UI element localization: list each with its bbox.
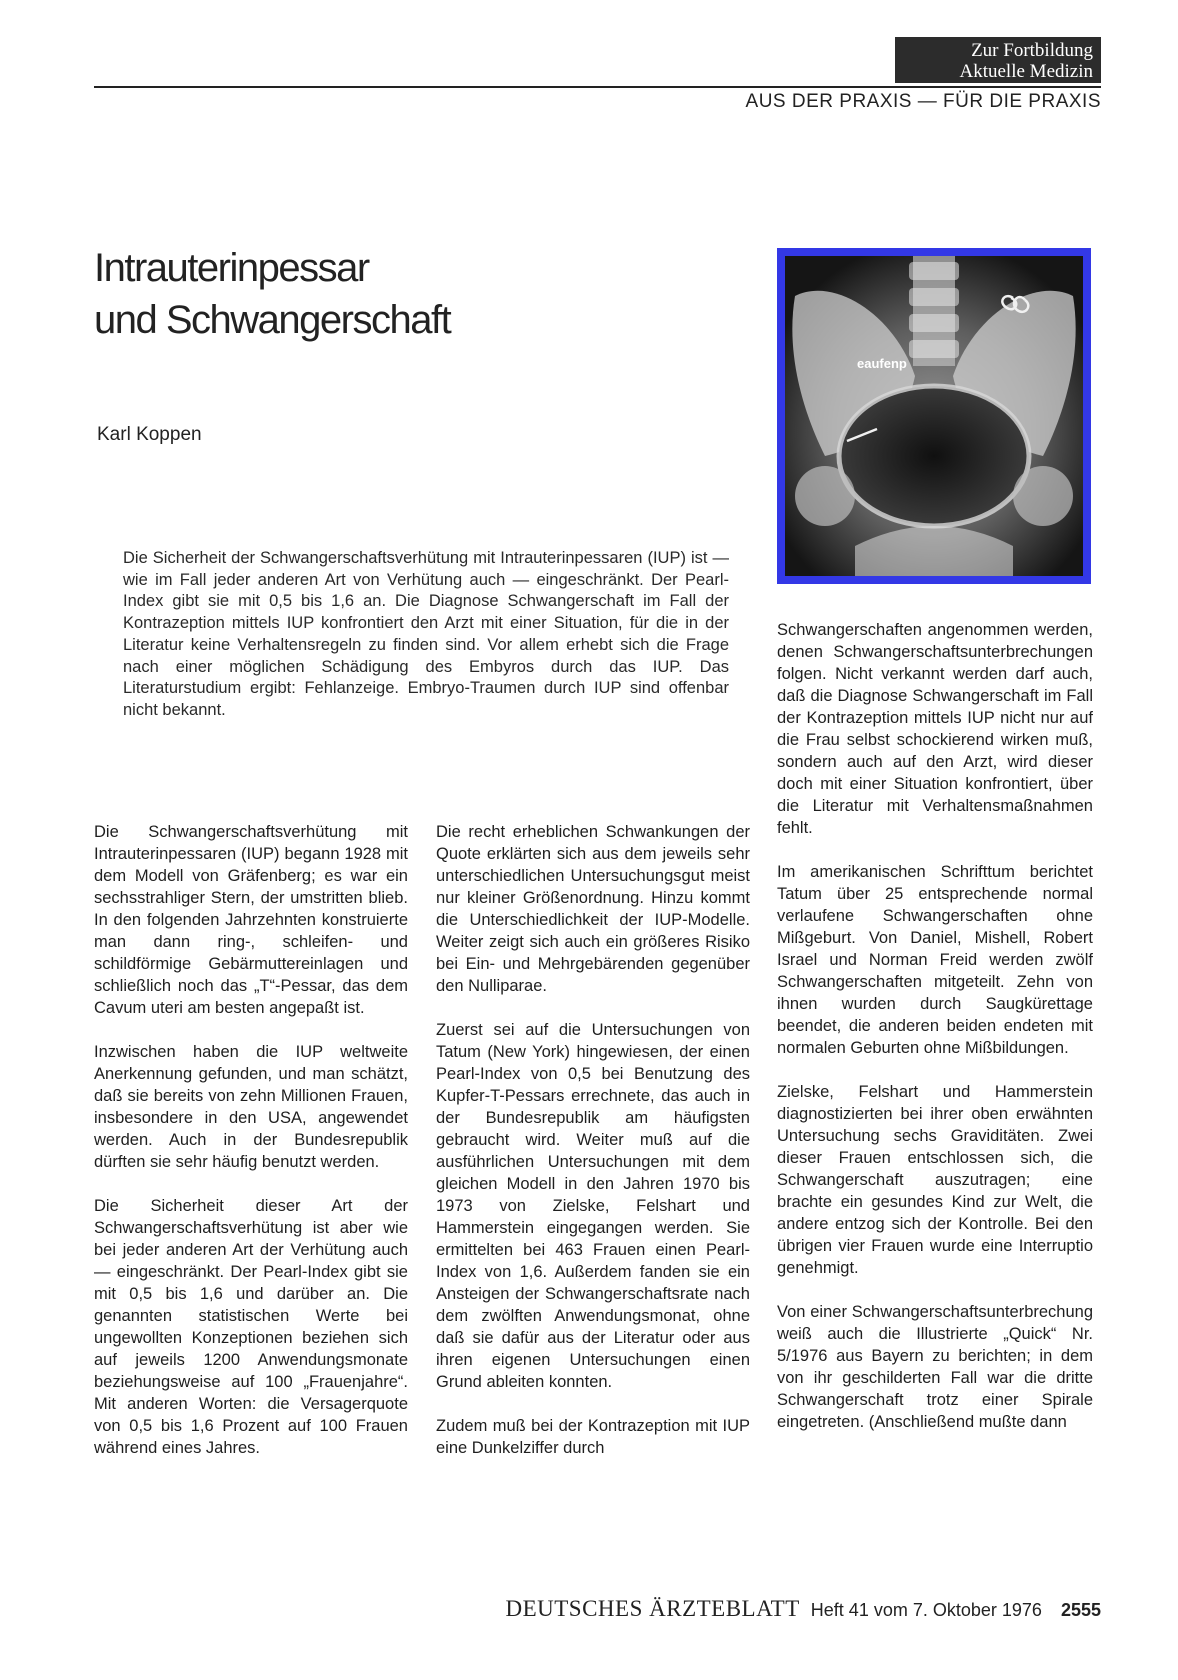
paragraph: Von einer Schwangerschaftsunterbrechung weiß auch die Illustrierte „Quick“ Nr. 5/1976 aus Bayern zu berichten; in dem von ihr geschilderten Fall war die dritte Schwangerschaft trotz einer Spirale eingetreten. (Anschließend mußte dann (777, 1303, 1093, 1431)
paragraph: Zielske, Felshart und Hammerstein diagnostizierten bei ihrer oben erwähnten Untersuchung sechs Graviditäten. Zwei dieser Frauen entschlossen sich, die Schwangerschaft auszutragen; eine brachte ein gesundes Kind zur Welt, die andere entzog sich der Kontrolle. Bei den übrigen vier Frauen wurde eine Interruptio genehmigt. (777, 1083, 1093, 1277)
body-column-3 (777, 619, 1093, 1455)
paragraph: Die Schwangerschaftsverhütung mit Intrauterinpessaren (IUP) begann 1928 mit dem Modell von Gräfenberg; es war ein sechsstrahliger Stern, der umstritten blieb. In den folgenden Jahrzehnten konstruierte man dann ring-, schleifen- und schildförmige Gebärmuttereinlagen und schließlich noch das „T“-Pessar, das dem Cavum uteri am besten angepaßt ist. (94, 823, 408, 1017)
body-column-1 (94, 821, 408, 1481)
paragraph: Zudem muß bei der Kontrazeption mit IUP eine Dunkelziffer durch (436, 1417, 750, 1457)
xray-overlay-text: eaufenp (857, 356, 907, 371)
article-title (94, 242, 450, 346)
journal-name: DEUTSCHES ÄRZTEBLATT (505, 1596, 800, 1621)
header-rule (94, 86, 1101, 88)
title-line-1: Intrauterinpessar (94, 246, 369, 290)
paragraph: Inzwischen haben die IUP weltweite Anerkennung gefunden, und man schätzt, daß sie bereits von zehn Millionen Frauen, insbesondere in den USA, angewendet werden. Auch in der Bundesrepublik dürften sie sehr häufig benutzt werden. (94, 1043, 408, 1171)
abstract (123, 548, 729, 722)
issue-info: Heft 41 vom 7. Oktober 1976 (810, 1600, 1042, 1620)
badge-line-1: Zur Fortbildung (971, 40, 1093, 61)
paragraph: Zuerst sei auf die Untersuchungen von Tatum (New York) hingewiesen, der einen Pearl-Index von 0,5 bei Benutzung des Kupfer-T-Pessars errechnete, das auch in der Bundesrepublik am häufigsten gebraucht wird. Weiter muß auf die ausführlichen Untersuchungen mit dem gleichen Modell in den Jahren 1970 bis 1973 von Zielske, Felshart und Hammerstein eingegangen werden. Sie ermittelten bei 463 Frauen einen Pearl-Index von 1,6. Außerdem fanden sie ein Ansteigen der Schwangerschaftsrate nach dem zwölften Anwendungsmonat, ohne daß sie dafür aus der Literatur oder aus ihren eigenen Untersuchungen einen Grund ableiten konnten. (436, 1021, 750, 1391)
page-number: 2555 (1060, 1600, 1101, 1620)
pelvic-xray-image (785, 256, 1083, 576)
section-badge (895, 37, 1101, 83)
xray-image-frame (777, 248, 1091, 584)
body-column-2 (436, 821, 750, 1481)
paragraph: Die recht erheblichen Schwankungen der Quote erklärten sich aus dem jeweils sehr unterschiedlichen Untersuchungsgut meist nur kleiner Größenordnung. Hinzu kommt die Unterschiedlichkeit der IUP-Modelle. Weiter zeigt sich auch ein größeres Risiko bei Ein- und Mehrgebärenden gegenüber den Nulliparae. (436, 823, 750, 995)
author-name: Karl Koppen (97, 424, 202, 445)
abstract-text: Die Sicherheit der Schwangerschaftsverhütung mit Intrauterinpessaren (IUP) ist — wie im Fall jeder anderen Art von Verhütung auch — eingeschränkt. Der Pearl-Index gibt sie mit 0,5 bis 1,6 an. Die Diagnose Schwangerschaft im Fall der Kontrazeption mittels IUP konfrontiert den Arzt mit einer Situation, für die in der Literatur keine Verhaltensregeln zu finden sind. Vor allem erhebt sich die Frage nach einer möglichen Schädigung des Embyros durch das IUP. Das Literaturstudium ergibt: Fehlanzeige. Embryo-Traumen durch IUP sind offenbar nicht bekannt. (123, 549, 729, 719)
title-line-2: und Schwangerschaft (94, 298, 451, 342)
paragraph: Schwangerschaften angenommen werden, denen Schwangerschaftsunterbrechungen folgen. Nicht verkannt werden darf auch, daß die Diagnose Schwangerschaft im Fall der Kontrazeption mittels IUP nicht nur auf die Frau selbst schockierend wirken muß, sondern auch auf den Arzt, wird dieser doch mit einer Situation konfrontiert, über die Literatur mit Verhaltensmaßnahmen fehlt. (777, 621, 1093, 837)
section-heading: AUS DER PRAXIS — FÜR DIE PRAXIS (745, 91, 1101, 112)
paragraph: Die Sicherheit dieser Art der Schwangerschaftsverhütung ist aber wie bei jeder anderen Art der Verhütung auch — eingeschränkt. Der Pearl-Index gibt sie mit 0,5 bis 1,6 und darüber an. Die genannten statistischen Werte bei ungewollten Konzeptionen beziehen sich auf jeweils 1200 Anwendungsmonate beziehungsweise auf 100 „Frauenjahre“. Mit anderen Worten: die Versagerquote von 0,5 bis 1,6 Prozent auf 100 Frauen während eines Jahres. (94, 1197, 408, 1457)
page-footer (505, 1596, 1101, 1622)
badge-line-2: Aktuelle Medizin (959, 61, 1093, 82)
paragraph: Im amerikanischen Schrifttum berichtet Tatum über 25 entsprechende normal verlaufene Schwangerschaften ohne Mißgeburt. Von Daniel, Mishell, Robert Israel und Norman Freid werden zwölf Schwangerschaften mitgeteilt. Zehn von ihnen wurden durch Saugkürettage beendet, die anderen beiden endeten mit normalen Geburten ohne Mißbildungen. (777, 863, 1093, 1057)
